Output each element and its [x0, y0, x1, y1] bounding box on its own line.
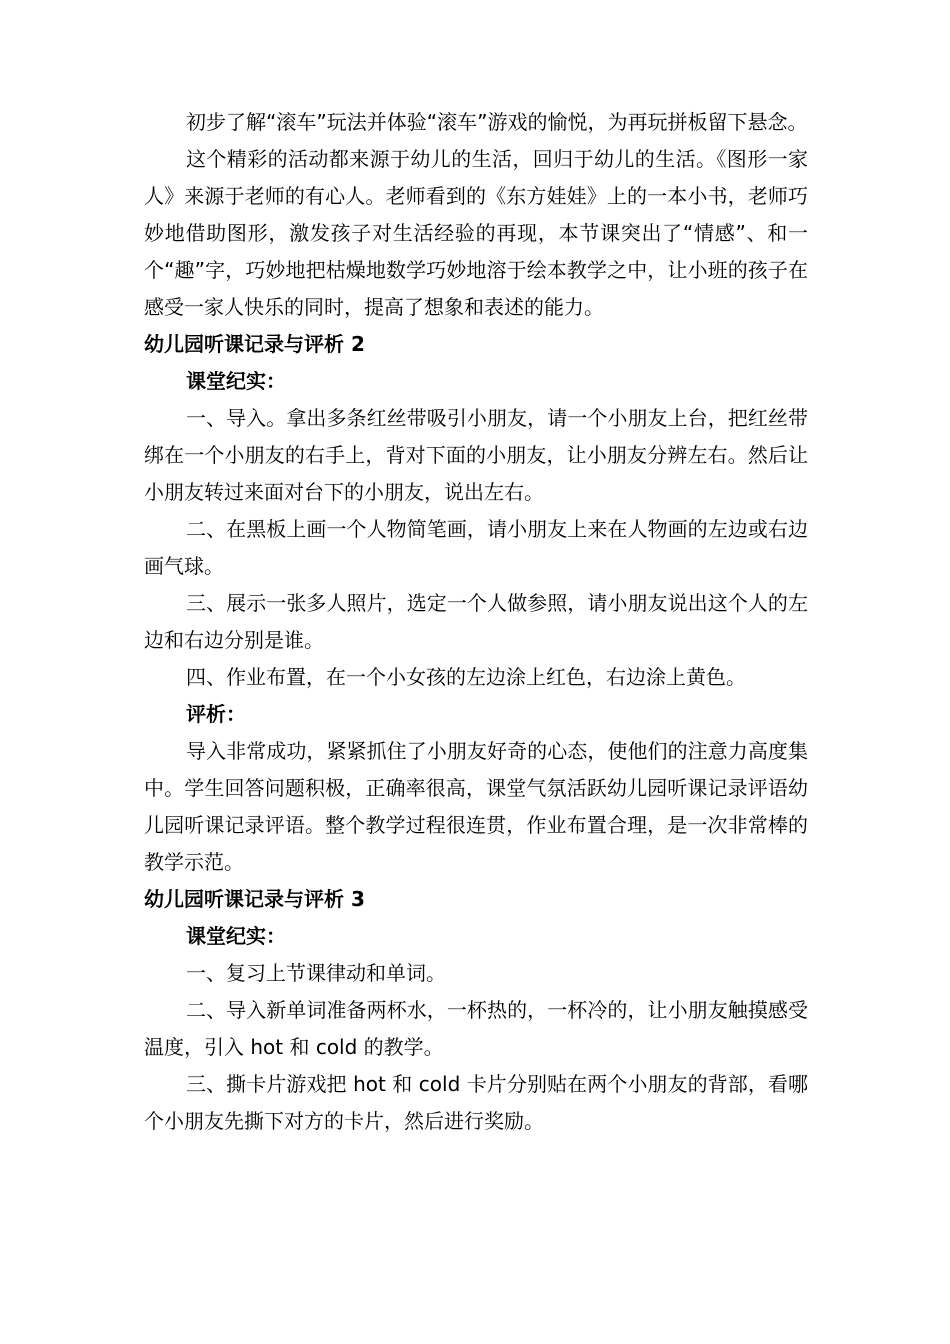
section-2-item: 三、展示一张多人照片，选定一个人做参照，请小朋友说出这个人的左边和右边分别是谁。 [144, 591, 808, 652]
section-3-item: 三、撕卡片游戏把 hot 和 cold 卡片分别贴在两个小朋友的背部，看哪个小朋友先撕下对方的卡片，然后进行奖励。 [144, 1072, 808, 1133]
paragraph-summary: 这个精彩的活动都来源于幼儿的生活，回归于幼儿的生活。《图形一家人》来源于老师的有心人。老师看到的《东方娃娃》上的一本小书，老师巧妙地借助图形，激发孩子对生活经验的再现，本节课突出了“情感”、和一个“趣”字，巧妙地把枯燥地数学巧妙地溶于绘本教学之中，让小班的孩子在感受一家人快乐的同时，提高了想象和表述的能力。 [144, 147, 808, 319]
paragraph-intro-end: 初步了解“滚车”玩法并体验“滚车”游戏的愉悦，为再玩拼板留下悬念。 [186, 110, 808, 134]
section-3-record-label: 课堂纪实： [186, 924, 286, 948]
section-2-comment-label: 评析： [186, 702, 246, 726]
section-3-title: 幼儿园听课记录与评析 3 [144, 887, 365, 911]
section-2-item: 一、导入。拿出多条红丝带吸引小朋友，请一个小朋友上台，把红丝带绑在一个小朋友的右手上，背对下面的小朋友，让小朋友分辨左右。然后让小朋友转过来面对台下的小朋友，说出左右。 [144, 406, 808, 504]
document-page [144, 104, 808, 1140]
section-2-item: 二、在黑板上画一个人物简笔画，请小朋友上来在人物画的左边或右边画气球。 [144, 517, 808, 578]
section-2-item: 四、作业布置，在一个小女孩的左边涂上红色，右边涂上黄色。 [186, 665, 746, 689]
section-3-item: 一、复习上节课律动和单词。 [186, 961, 446, 985]
section-2-record-label: 课堂纪实： [186, 369, 286, 393]
section-2-title: 幼儿园听课记录与评析 2 [144, 332, 365, 356]
section-3-item: 二、导入新单词准备两杯水，一杯热的，一杯冷的，让小朋友触摸感受温度，引入 hot 和 cold 的教学。 [144, 998, 808, 1059]
section-2-comment: 导入非常成功，紧紧抓住了小朋友好奇的心态，使他们的注意力高度集中。学生回答问题积极，正确率很高，课堂气氛活跃幼儿园听课记录评语幼儿园听课记录评语。整个教学过程很连贯，作业布置合理，是一次非常棒的教学示范。 [144, 739, 808, 874]
